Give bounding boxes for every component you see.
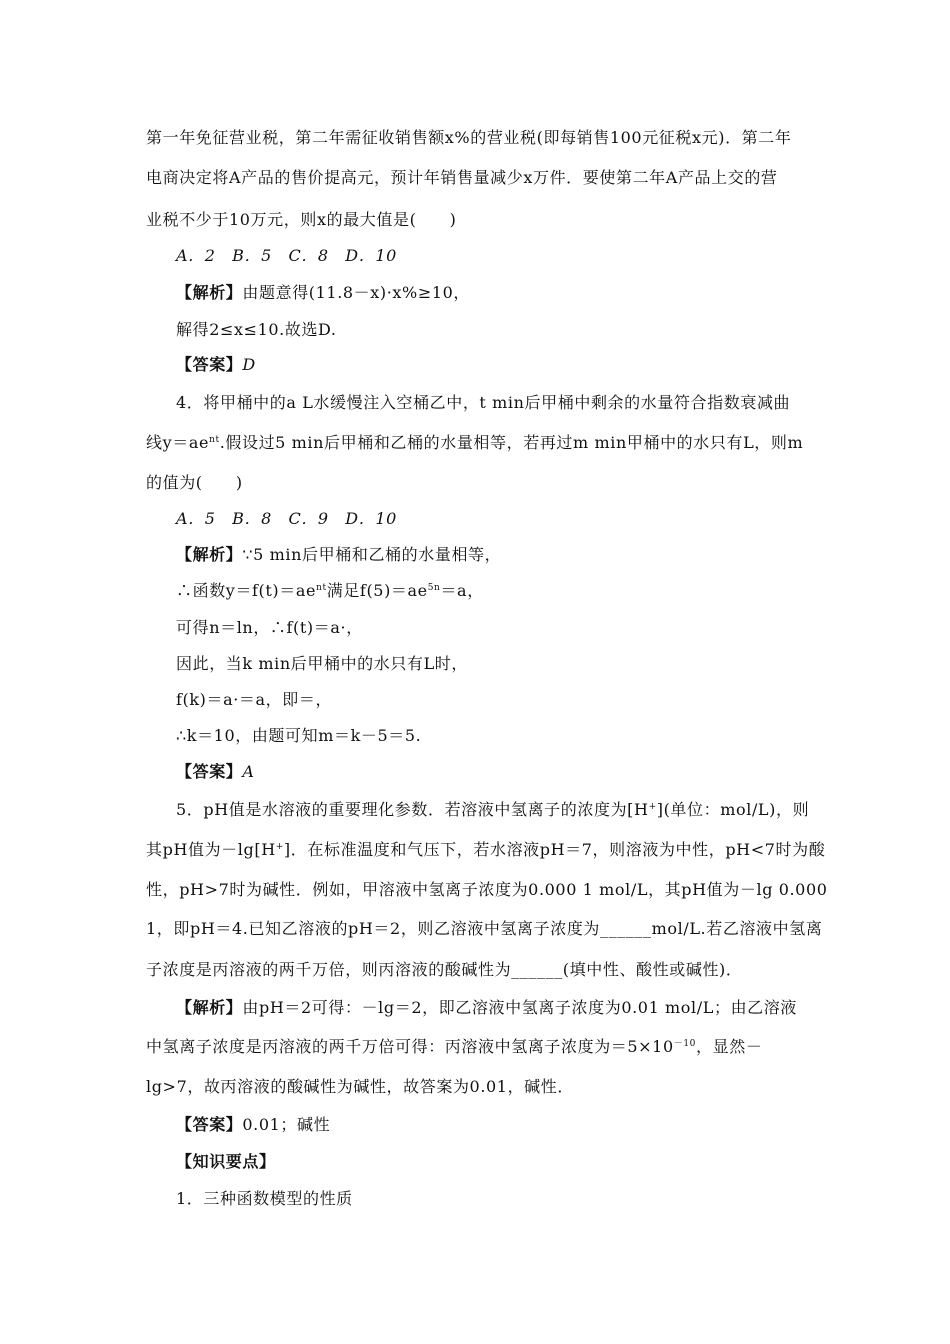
analysis-text: ∵5 min后甲桶和乙桶的水量相等， <box>242 545 502 564</box>
text-run: .假设过5 min后甲桶和乙桶的水量相等，若再过m min甲桶中的水只有L，则m <box>219 433 804 452</box>
q5-stem-line <box>176 800 809 820</box>
text-run: ＝a， <box>440 581 484 600</box>
q3-analysis <box>176 283 470 303</box>
analysis-text: 由pH＝2可得：－lg＝2，即乙溶液中氢离子浓度为0.01 mol/L；由乙溶液 <box>242 998 797 1017</box>
text-run: 5．pH值是水溶液的重要理化参数．若溶液中氢离子的浓度为[H <box>176 800 649 819</box>
text-run: 其pH值为－lg[H <box>146 840 276 859</box>
answer-tag: 【答案】 <box>176 762 243 781</box>
q4-answer <box>176 762 255 782</box>
q5-analysis-line <box>146 1037 762 1057</box>
q4-analysis-line: 因此，当k min后甲桶中的水只有L时， <box>176 654 469 673</box>
q5-stem-line: 子浓度是丙溶液的两千万倍，则丙溶液的酸碱性为______(填中性、酸性或碱性)． <box>146 960 743 979</box>
answer-value: A <box>242 762 255 781</box>
q3-analysis-line: 解得2≤x≤10.故选D. <box>176 320 337 339</box>
q4-analysis <box>176 545 501 565</box>
q5-analysis <box>176 998 797 1018</box>
text-run: ](单位：mol/L)，则 <box>656 800 810 819</box>
text-run: ]．在标准温度和气压下，若水溶液pH＝7，则溶液为中性，pH<7时为酸 <box>283 840 826 859</box>
text-run: 中氢离子浓度是丙溶液的两千万倍可得：丙溶液中氢离子浓度为＝5×10 <box>146 1037 674 1056</box>
q4-stem-line <box>146 433 803 453</box>
superscript: nt <box>209 435 220 445</box>
q4-stem-line: 4．将甲桶中的a L水缓慢注入空桶乙中，t min后甲桶中剩余的水量符合指数衰减曲 <box>176 393 791 412</box>
q4-stem-line: 的值为( ) <box>146 473 243 492</box>
q5-stem-line: 1，即pH＝4.已知乙溶液的pH＝2，则乙溶液中氢离子浓度为______mol/L.若乙溶液中氢离 <box>146 919 823 938</box>
superscript: + <box>648 802 657 812</box>
q4-analysis-line: ∴k＝10，由题可知m＝k－5＝5. <box>176 726 422 745</box>
text-line: 业税不少于10万元，则x的最大值是( ) <box>146 210 457 229</box>
answer-value: D <box>242 355 256 374</box>
q4-analysis-line: 可得n＝ln，∴f(t)＝a·， <box>176 618 363 637</box>
analysis-tag: 【解析】 <box>176 545 243 564</box>
text-line: 电商决定将A产品的售价提高元，预计年销售量减少x万件．要使第二年A产品上交的营 <box>146 168 778 187</box>
answer-value: 0.01；碱性 <box>242 1115 331 1134</box>
q3-answer <box>176 355 256 375</box>
text-run: 线y＝ae <box>146 433 210 452</box>
text-run: ∴函数y＝f(t)＝ae <box>176 581 317 600</box>
knowledge-item: 1．三种函数模型的性质 <box>176 1189 353 1208</box>
superscript: + <box>275 842 284 852</box>
q5-answer <box>176 1115 330 1135</box>
q5-stem-line: 性，pH>7时为碱性．例如，甲溶液中氢离子浓度为0.000 1 mol/L，其pH值为－lg 0.000 <box>146 880 828 899</box>
answer-tag: 【答案】 <box>176 1115 243 1134</box>
superscript: nt <box>316 583 327 593</box>
analysis-tag: 【解析】 <box>176 283 243 302</box>
q3-options: A．2 B．5 C．8 D．10 <box>176 246 397 265</box>
q4-options: A．5 B．8 C．9 D．10 <box>176 509 397 528</box>
analysis-text: 由题意得(11.8－x)·x%≥10， <box>242 283 471 302</box>
text-run: 满足f(5)＝ae <box>326 581 428 600</box>
superscript: 5n <box>427 583 441 593</box>
q5-stem-line <box>146 840 825 860</box>
q4-analysis-line: f(k)＝a·＝a，即＝， <box>176 690 333 709</box>
answer-tag: 【答案】 <box>176 355 243 374</box>
q4-analysis-line <box>176 581 484 601</box>
analysis-tag: 【解析】 <box>176 998 243 1017</box>
text-run: ，显然－ <box>696 1037 763 1056</box>
text-line: 第一年免征营业税，第二年需征收销售额x%的营业税(即每销售100元征税x元)．第二年 <box>146 128 792 147</box>
superscript: －10 <box>673 1039 697 1049</box>
q5-analysis-line: lg>7，故丙溶液的酸碱性为碱性，故答案为0.01，碱性． <box>146 1077 574 1096</box>
knowledge-heading: 【知识要点】 <box>176 1152 276 1171</box>
